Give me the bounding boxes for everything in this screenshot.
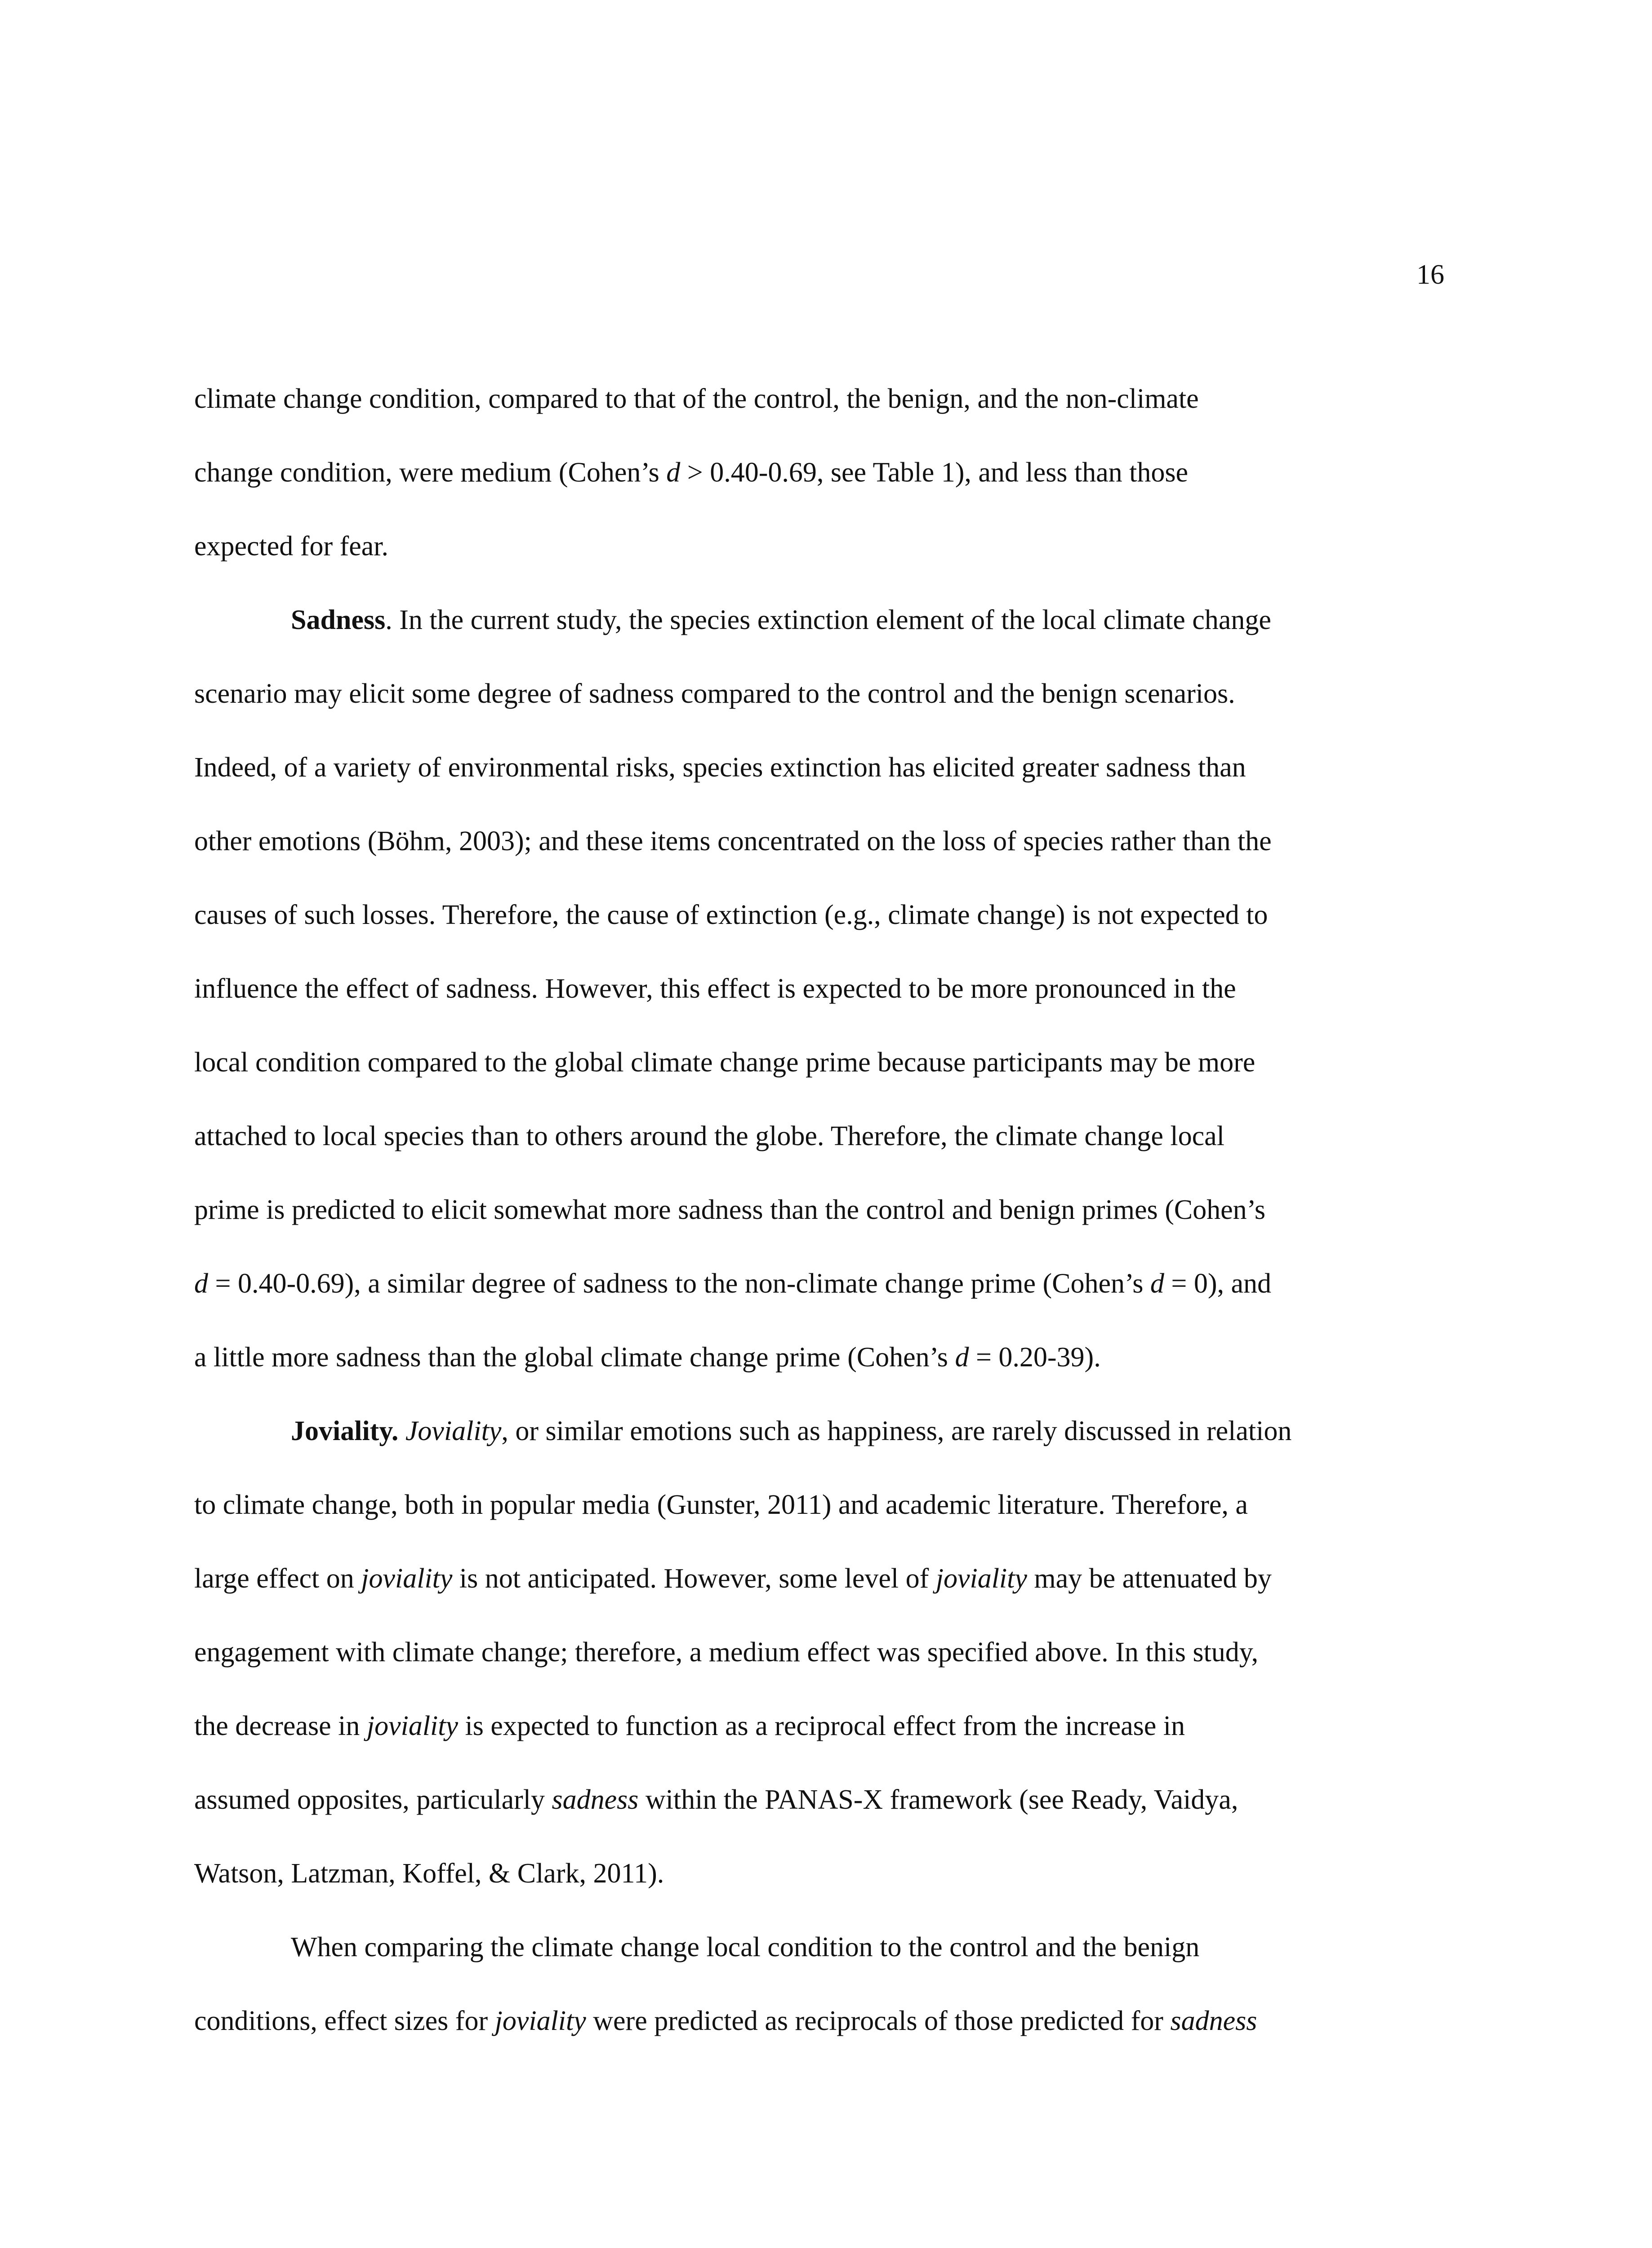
text-line: climate change condition, compared to that of the control, the benign, and the non-climate	[194, 384, 1199, 414]
text-line: Watson, Latzman, Koffel, & Clark, 2011).	[194, 1858, 664, 1889]
italic-text: d	[194, 1268, 208, 1299]
comparison-paragraph-start: When comparing the climate change local condition to the control and the benign	[291, 1932, 1200, 1963]
text-line: prime is predicted to elicit somewhat more sadness than the control and benign primes (Cohen’s	[194, 1195, 1265, 1225]
text-line: engagement with climate change; therefore, a medium effect was specified above. In this study,	[194, 1637, 1259, 1668]
text-line: a little more sadness than the global climate change prime (Cohen’s d = 0.20-39).	[194, 1342, 1101, 1373]
text-line: local condition compared to the global climate change prime because participants may be more	[194, 1047, 1256, 1078]
sadness-paragraph-start: Sadness. In the current study, the species extinction element of the local climate change	[291, 605, 1271, 635]
section-heading: Joviality.	[291, 1416, 399, 1446]
text-line: scenario may elicit some degree of sadness compared to the control and the benign scenarios.	[194, 678, 1235, 709]
italic-text: sadness	[1170, 2006, 1257, 2036]
section-heading: Sadness	[291, 605, 386, 635]
italic-text: d	[955, 1342, 969, 1373]
text-line: influence the effect of sadness. However, this effect is expected to be more pronounced in the	[194, 973, 1236, 1004]
italic-text: joviality	[494, 2006, 586, 2036]
text-line: Indeed, of a variety of environmental risks, species extinction has elicited greater sadness than	[194, 752, 1246, 783]
text-line: expected for fear.	[194, 531, 389, 562]
body-text	[194, 362, 1471, 2058]
page-number: 16	[1416, 259, 1444, 290]
text-line: d = 0.40-0.69), a similar degree of sadness to the non-climate change prime (Cohen’s d = 0), and	[194, 1268, 1272, 1299]
text-line: change condition, were medium (Cohen’s d > 0.40-0.69, see Table 1), and less than those	[194, 457, 1189, 488]
text-line: causes of such losses. Therefore, the cause of extinction (e.g., climate change) is not expected to	[194, 900, 1268, 930]
italic-text: d	[666, 457, 681, 488]
italic-text: d	[1150, 1268, 1164, 1299]
text-line: the decrease in joviality is expected to function as a reciprocal effect from the increase in	[194, 1711, 1185, 1741]
italic-text: joviality	[366, 1711, 459, 1741]
text-line: large effect on joviality is not anticipated. However, some level of joviality may be attenuated by	[194, 1563, 1272, 1594]
text-line: assumed opposites, particularly sadness within the PANAS-X framework (see Ready, Vaidya,	[194, 1784, 1238, 1815]
text-line: attached to local species than to others around the globe. Therefore, the climate change local	[194, 1121, 1225, 1151]
italic-text: joviality	[935, 1563, 1027, 1594]
joviality-paragraph-start: Joviality. Joviality, or similar emotions such as happiness, are rarely discussed in relation	[291, 1416, 1292, 1446]
italic-text: sadness	[552, 1784, 639, 1815]
text-line: to climate change, both in popular media (Gunster, 2011) and academic literature. Therefore, a	[194, 1490, 1248, 1520]
text-line: conditions, effect sizes for joviality were predicted as reciprocals of those predicted for sadness	[194, 2006, 1257, 2036]
text-line: other emotions (Böhm, 2003); and these items concentrated on the loss of species rather than the	[194, 826, 1272, 856]
italic-text: joviality	[361, 1563, 453, 1594]
italic-text: Joviality	[405, 1416, 502, 1446]
